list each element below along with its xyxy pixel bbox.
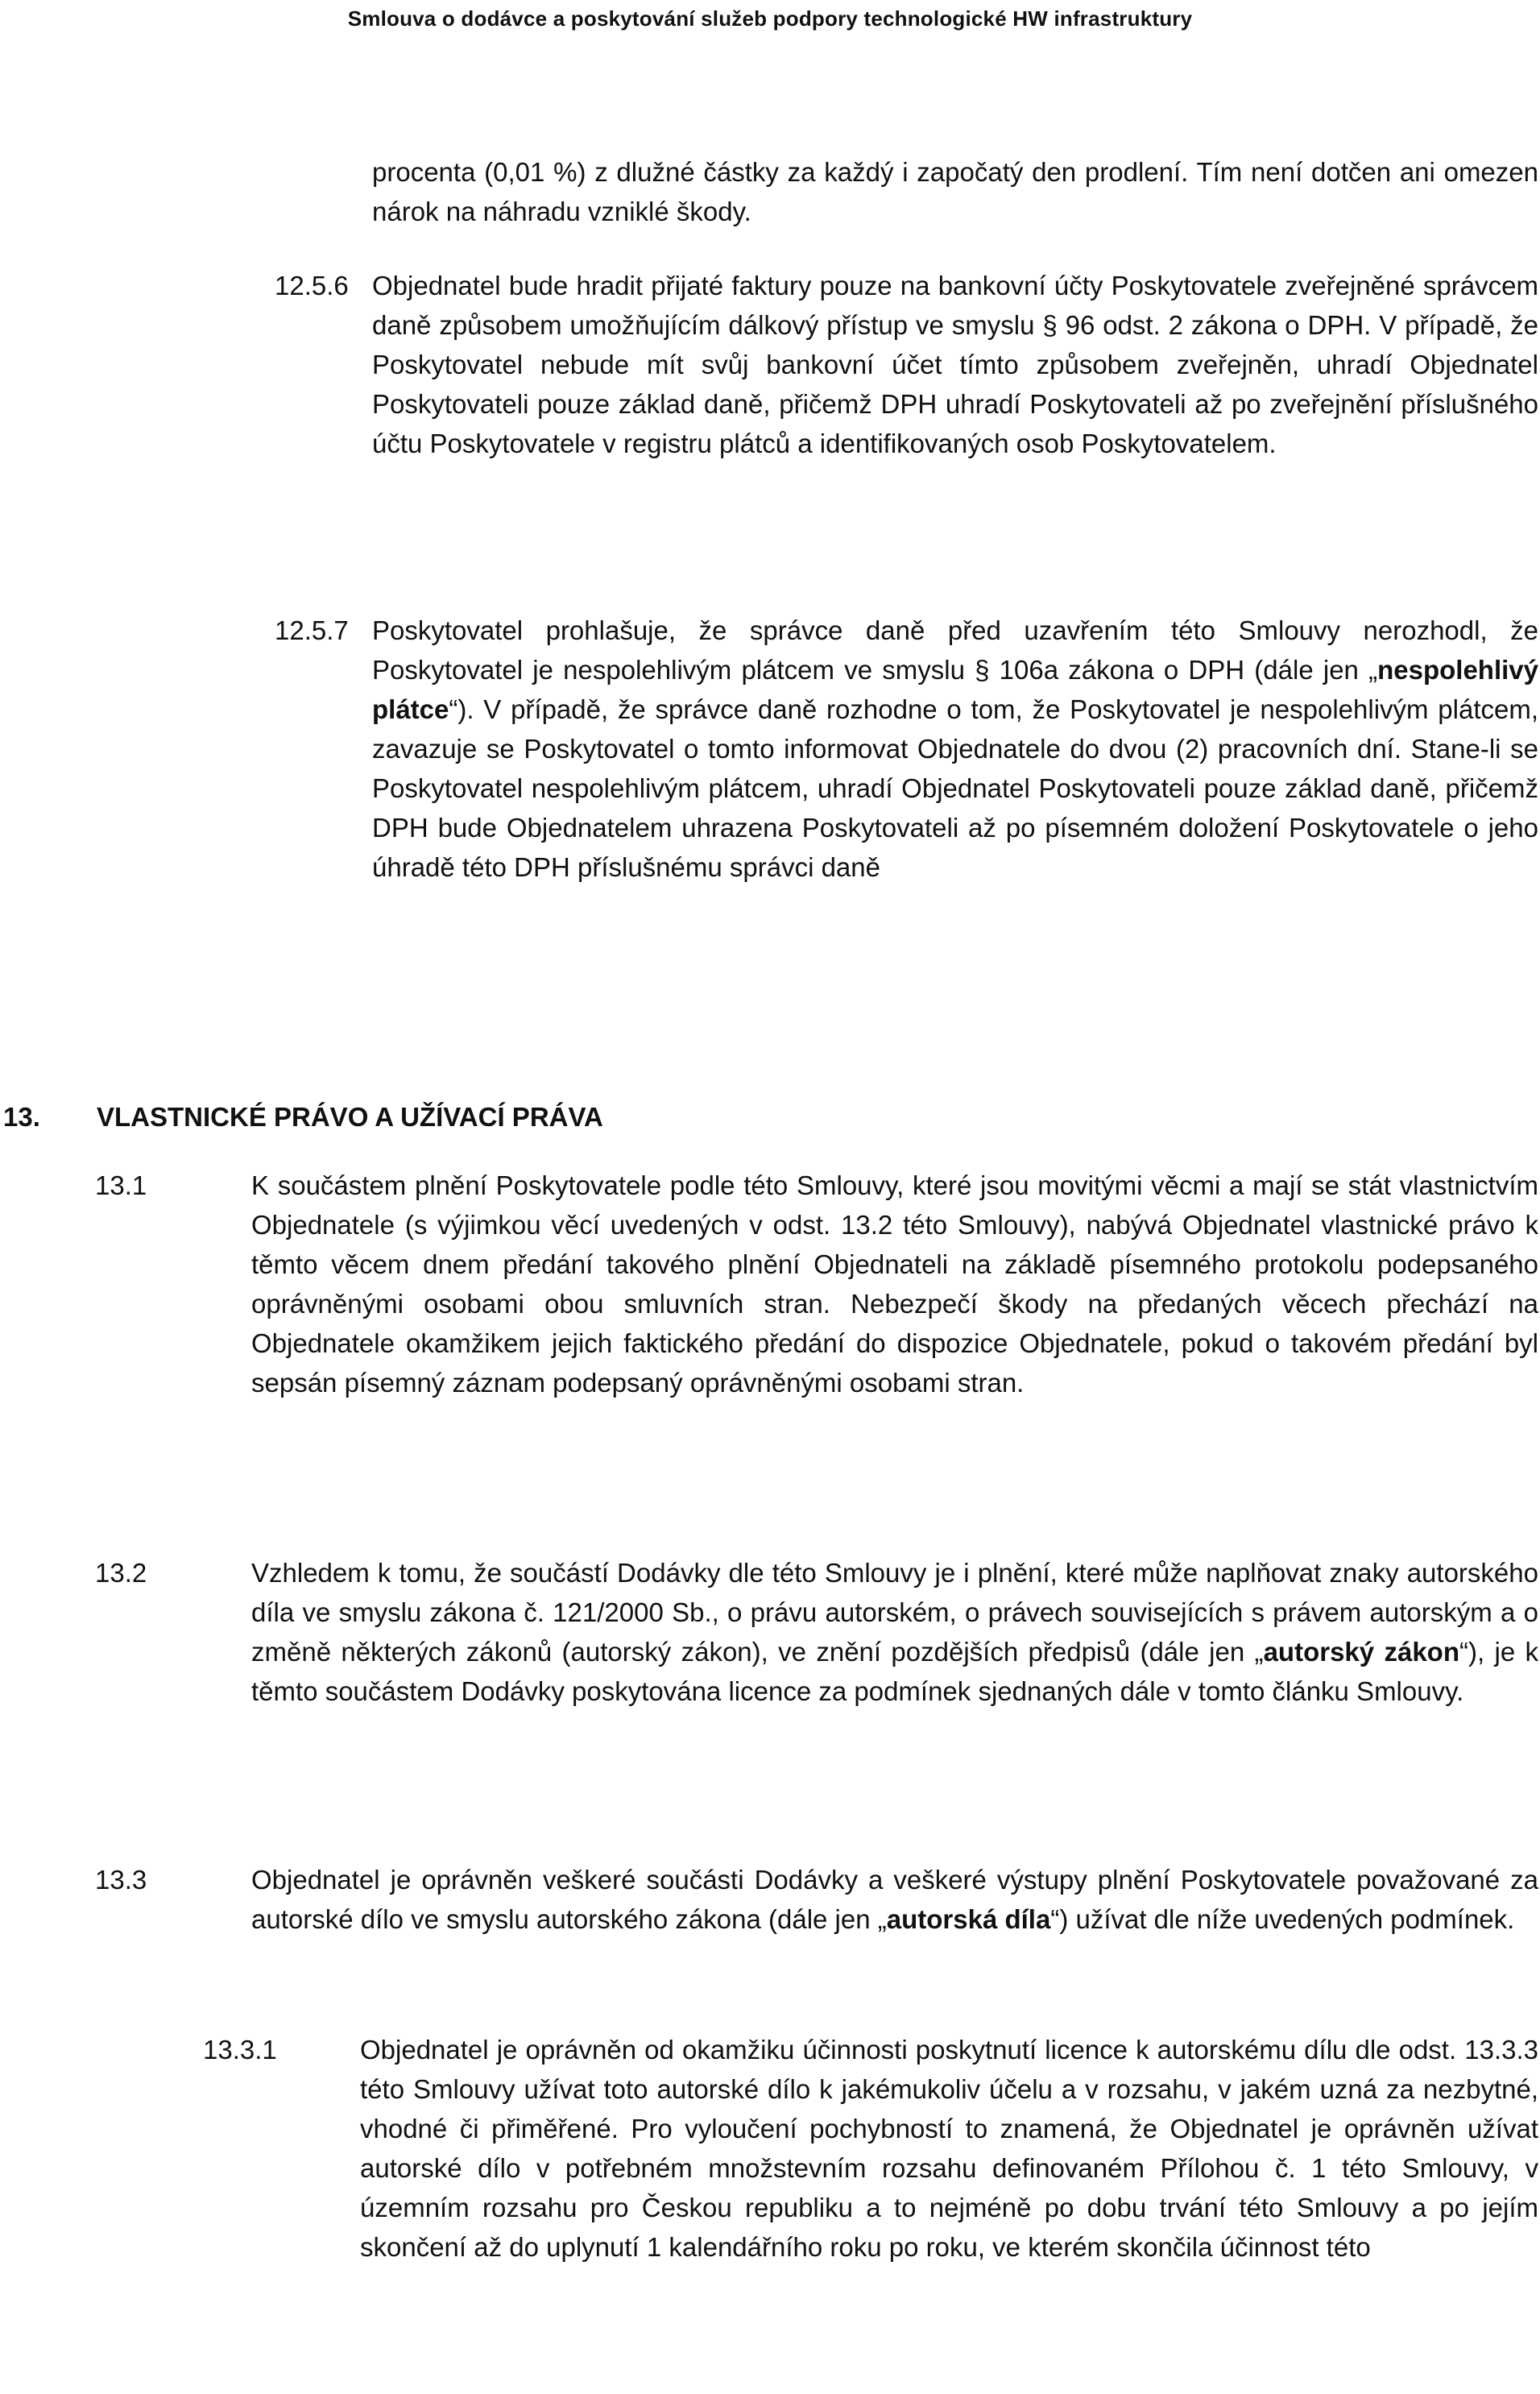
clause-13-2-text: [251, 1553, 1538, 1711]
clause-13-3-text-a: Objednatel je oprávněn veškeré součásti Dodávky a veškeré výstupy plnění Poskytovatele považované za autorské dílo ve smyslu autorského zákona (dále jen „: [251, 1865, 1538, 1934]
clause-12-5-6-text: Objednatel bude hradit přijaté faktury pouze na bankovní účty Poskytovatele zveřejněné správcem daně způsobem umožňujícím dálkový přístup ve smyslu § 96 odst. 2 zákona o DPH. V případě, že Poskytovatel nebude mít svůj bankovní účet tímto způsobem zveřejněn, uhradí Objednatel Poskytovateli pouze základ daně, přičemž DPH uhradí Poskytovateli až po zveřejnění příslušného účtu Poskytovatele v registru plátců a identifikovaných osob Poskytovatelem.: [372, 271, 1538, 458]
clause-number-13-3-1: 13.3.1: [203, 2035, 277, 2065]
clause-number-13-3: 13.3: [95, 1865, 147, 1895]
clause-number-13-1: 13.1: [95, 1170, 147, 1200]
clause-13-1-text: K součástem plnění Poskytovatele podle této Smlouvy, které jsou movitými věcmi a mají se stát vlastnictvím Objednatele (s výjimkou věcí uvedených v odst. 13.2 této Smlouvy), nabývá Objednatel vlastnické právo k těmto věcem dnem předání takového plnění Objednateli na základě písemného protokolu podepsaného oprávněnými osobami obou smluvních stran. Nebezpečí škody na předaných věcech přechází na Objednatele okamžikem jejich faktického předání do dispozice Objednatele, pokud o takovém předání byl sepsán písemný záznam podepsaný oprávněnými osobami stran.: [251, 1170, 1538, 1398]
document-header: Smlouva o dodávce a poskytování služeb podpory technologické HW infrastruktury: [347, 6, 1193, 31]
section-number-13: 13.: [3, 1102, 40, 1132]
clause-12-5-7-text: [372, 611, 1538, 887]
defined-term-nespolehlivy-platce: nespolehlivý plátce: [372, 655, 1538, 724]
clause-12-5-7-text-a: Poskytovatel prohlašuje, že správce daně před uzavřením této Smlouvy nerozhodl, že Poskytovatel je nespolehlivým plátcem ve smyslu § 106a zákona o DPH (dále jen „: [372, 615, 1538, 685]
section-title-13: VLASTNICKÉ PRÁVO A UŽÍVACÍ PRÁVA: [97, 1102, 603, 1132]
clause-number-12-5-7: 12.5.7: [275, 615, 349, 645]
intro-paragraph: procenta (0,01 %) z dlužné částky za každý i započatý den prodlení. Tím není dotčen ani omezen nárok na náhradu vzniklé škody.: [372, 157, 1538, 226]
clause-13-3-1-text: Objednatel je oprávněn od okamžiku účinnosti poskytnutí licence k autorskému dílu dle odst. 13.3.3 této Smlouvy užívat toto autorské dílo k jakémukoliv účelu a v rozsahu, v jakém uzná za nezbytné, vhodné či přiměřené. Pro vyloučení pochybností to znamená, že Objednatel je oprávněn užívat autorské dílo v potřebném množstevním rozsahu definovaném Přílohou č. 1 této Smlouvy, v územním rozsahu pro Českou republiku a to nejméně po dobu trvání této Smlouvy a po jejím skončení až do uplynutí 1 kalendářního roku po roku, ve kterém skončila účinnost této: [360, 2035, 1538, 2262]
clause-13-2-text-a: Vzhledem k tomu, že součástí Dodávky dle této Smlouvy je i plnění, které může naplňovat znaky autorského díla ve smyslu zákona č. 121/2000 Sb., o právu autorském, o právech souvisejících s právem autorským a o změně některých zákonů (autorský zákon), ve znění pozdějších předpisů (dále jen „: [251, 1558, 1538, 1667]
clause-number-13-2: 13.2: [95, 1558, 147, 1588]
clause-13-3-text-b: “) užívat dle níže uvedených podmínek.: [1050, 1904, 1515, 1934]
clause-number-12-5-6: 12.5.6: [275, 271, 349, 300]
clause-12-5-7-text-b: “). V případě, že správce daně rozhodne o tom, že Poskytovatel je nespolehlivým plátcem, zavazuje se Poskytovatel o tomto informovat Objednatele do dvou (2) pracovních dní. Stane-li se Poskytovatel nespolehlivým plátcem, uhradí Objednatel Poskytovateli pouze základ daně, přičemž DPH bude Objednatelem uhrazena Poskytovateli až po písemném doložení Poskytovatele o jeho úhradě této DPH příslušnému správci daně: [372, 694, 1538, 882]
clause-13-3-text: [251, 1860, 1538, 1939]
clause-13-2-text-b: “), je k těmto součástem Dodávky poskytována licence za podmínek sjednaných dále v tomto článku Smlouvy.: [251, 1637, 1539, 1706]
defined-term-autorska-dila: autorská díla: [886, 1904, 1051, 1934]
defined-term-autorsky-zakon: autorský zákon: [1263, 1637, 1459, 1667]
